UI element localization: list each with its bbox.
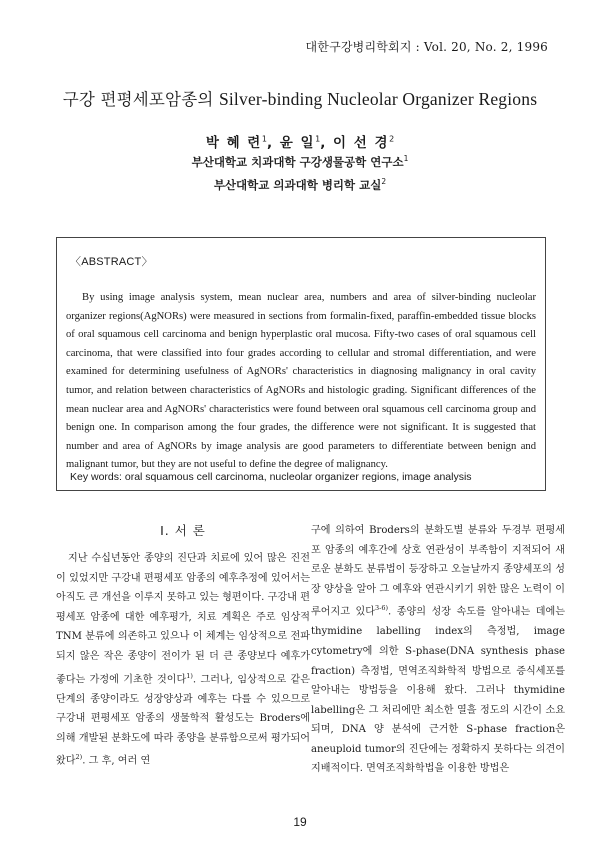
author-affiliation-mark: 2 — [389, 134, 395, 144]
citation-ref: 3-6) — [375, 604, 389, 613]
page-number: 19 — [293, 815, 307, 829]
affiliation — [0, 154, 600, 170]
left-column — [56, 521, 310, 771]
author-affiliation-mark: 1 — [261, 134, 267, 144]
title-korean: 구강 편평세포암종의 — [62, 90, 214, 109]
affiliation-mark: 1 — [403, 154, 409, 164]
journal-header: 대한구강병리학회지 : Vol. 20, No. 2, 1996 — [305, 40, 548, 54]
author-list: 박 혜 련$^1$, 윤 일$^1$, 이 선 경$^2$ — [205, 134, 395, 151]
keywords — [70, 471, 472, 483]
affiliation-text: 부산대학교 치과대학 구강생물공학 연구소 — [191, 155, 404, 169]
citation-ref: 2) — [75, 753, 83, 762]
right-column — [311, 521, 565, 779]
author-name: 박 혜 련 — [205, 135, 262, 151]
author-affiliation-mark: 1 — [315, 134, 321, 144]
affiliation — [0, 177, 600, 193]
author-name: 윤 일 — [279, 135, 316, 151]
author-name: 이 선 경 — [333, 135, 390, 151]
citation-ref: 1) — [186, 671, 193, 680]
affiliation-mark: 2 — [381, 177, 387, 187]
keywords-list: : oral squamous cell carcinoma, nucleolar organizer regions, image analysis — [119, 471, 472, 483]
section-heading: I. 서 론 — [160, 523, 206, 538]
keywords-label: Key words — [70, 471, 120, 483]
abstract-heading: 〈ABSTRACT〉 — [70, 256, 153, 268]
abstract-box — [56, 237, 546, 491]
article-title — [0, 86, 600, 110]
title-english: Silver-binding Nucleolar Organizer Regions — [218, 89, 538, 109]
abstract-text: By using image analysis system, mean nuclear area, numbers and area of silver-binding nucleolar organizer regions(AgNORs) were measured in sections from formalin-fixed, paraffin-embedded tissue blocks of oral squamous cell carcinoma and benign hyperplastic oral mucosa. Fifty-two cases of oral squamous cell carcinoma, that were classified into four grades according to cellular and stromal differentiation, and were examined for determining usefulness of AgNORs' characteristics in diagnosing malignancy in oral cavity tumor, and relation between characteristics of AgNORs and histologic grading. Significant differences of the mean nuclear area and AgNORs' characteristics were found between oral squamous cell carcinoma group and benign one. In comparison among the four grades, the difference were not significant. It is suggested that number and area of AgNORs by image analysis are good parameters to differentiate between benign and malignant tumor, but they are not useful to define the degree of malignancy. — [66, 292, 536, 471]
body-paragraph: 지난 수십년동안 종양의 진단과 치료에 있어 많은 진전이 있었지만 구강내 편평세포 암종의 예후추정에 있어서는 아직도 큰 개선을 이루지 못하고 있는 형편이다. 구강내 편평세포 암종에 대한 예후평가, 치료 계획은 주로 임상적 TNM 분류에 의존하고 있으나 이 체계는 임상적으로 전파되지 않은 작은 종양이 전이가 된 더 큰 종양보다 예후가 좋다는 가정에 기초한 것이다$^{1)}$. 그러나, 임상적으로 같은 단계의 종양이라도 성장양상과 예후는 다를 수 있으므로 구강내 편평세포 암종의 생물학적 활성도는 Broders에 의해 개발된 분화도에 따라 종양을 분류함으로써 평가되어 왔다$^{2)}$. 그 후, 여러 연 — [56, 553, 310, 767]
body-paragraph: 구에 의하여 Broders의 분화도별 분류와 두경부 편평세포 암종의 예후간에 상호 연관성이 부족함이 지적되어 새로운 분화도 분류법이 등장하고 오늘날까지 종양세포의 성장 양상을 알아 그 예후와 연관시키기 위한 많은 노력이 이루어지고 있다$^{3-6)}$. 종양의 성장 속도를 알아내는 데에는 thymidine labelling index의 측정법, image cytometry에 의한 S-phase(DNA synthesis phase fraction) 측정법, 면역조직화학적 방법으로 증식세포를 알아내는 방법등을 이용해 왔다. 그러나 thymidine labelling은 그 처리에만 최소한 열흘 정도의 시간이 소요되며, DNA 양 분석에 근거한 S-phase fraction은 aneuploid tumor의 진단에는 정확하지 못하다는 의견이 지배적이다. 면역조직화학법을 이용한 방법은 — [311, 525, 565, 775]
affiliation-text: 부산대학교 의과대학 병리학 교실 — [213, 178, 382, 192]
